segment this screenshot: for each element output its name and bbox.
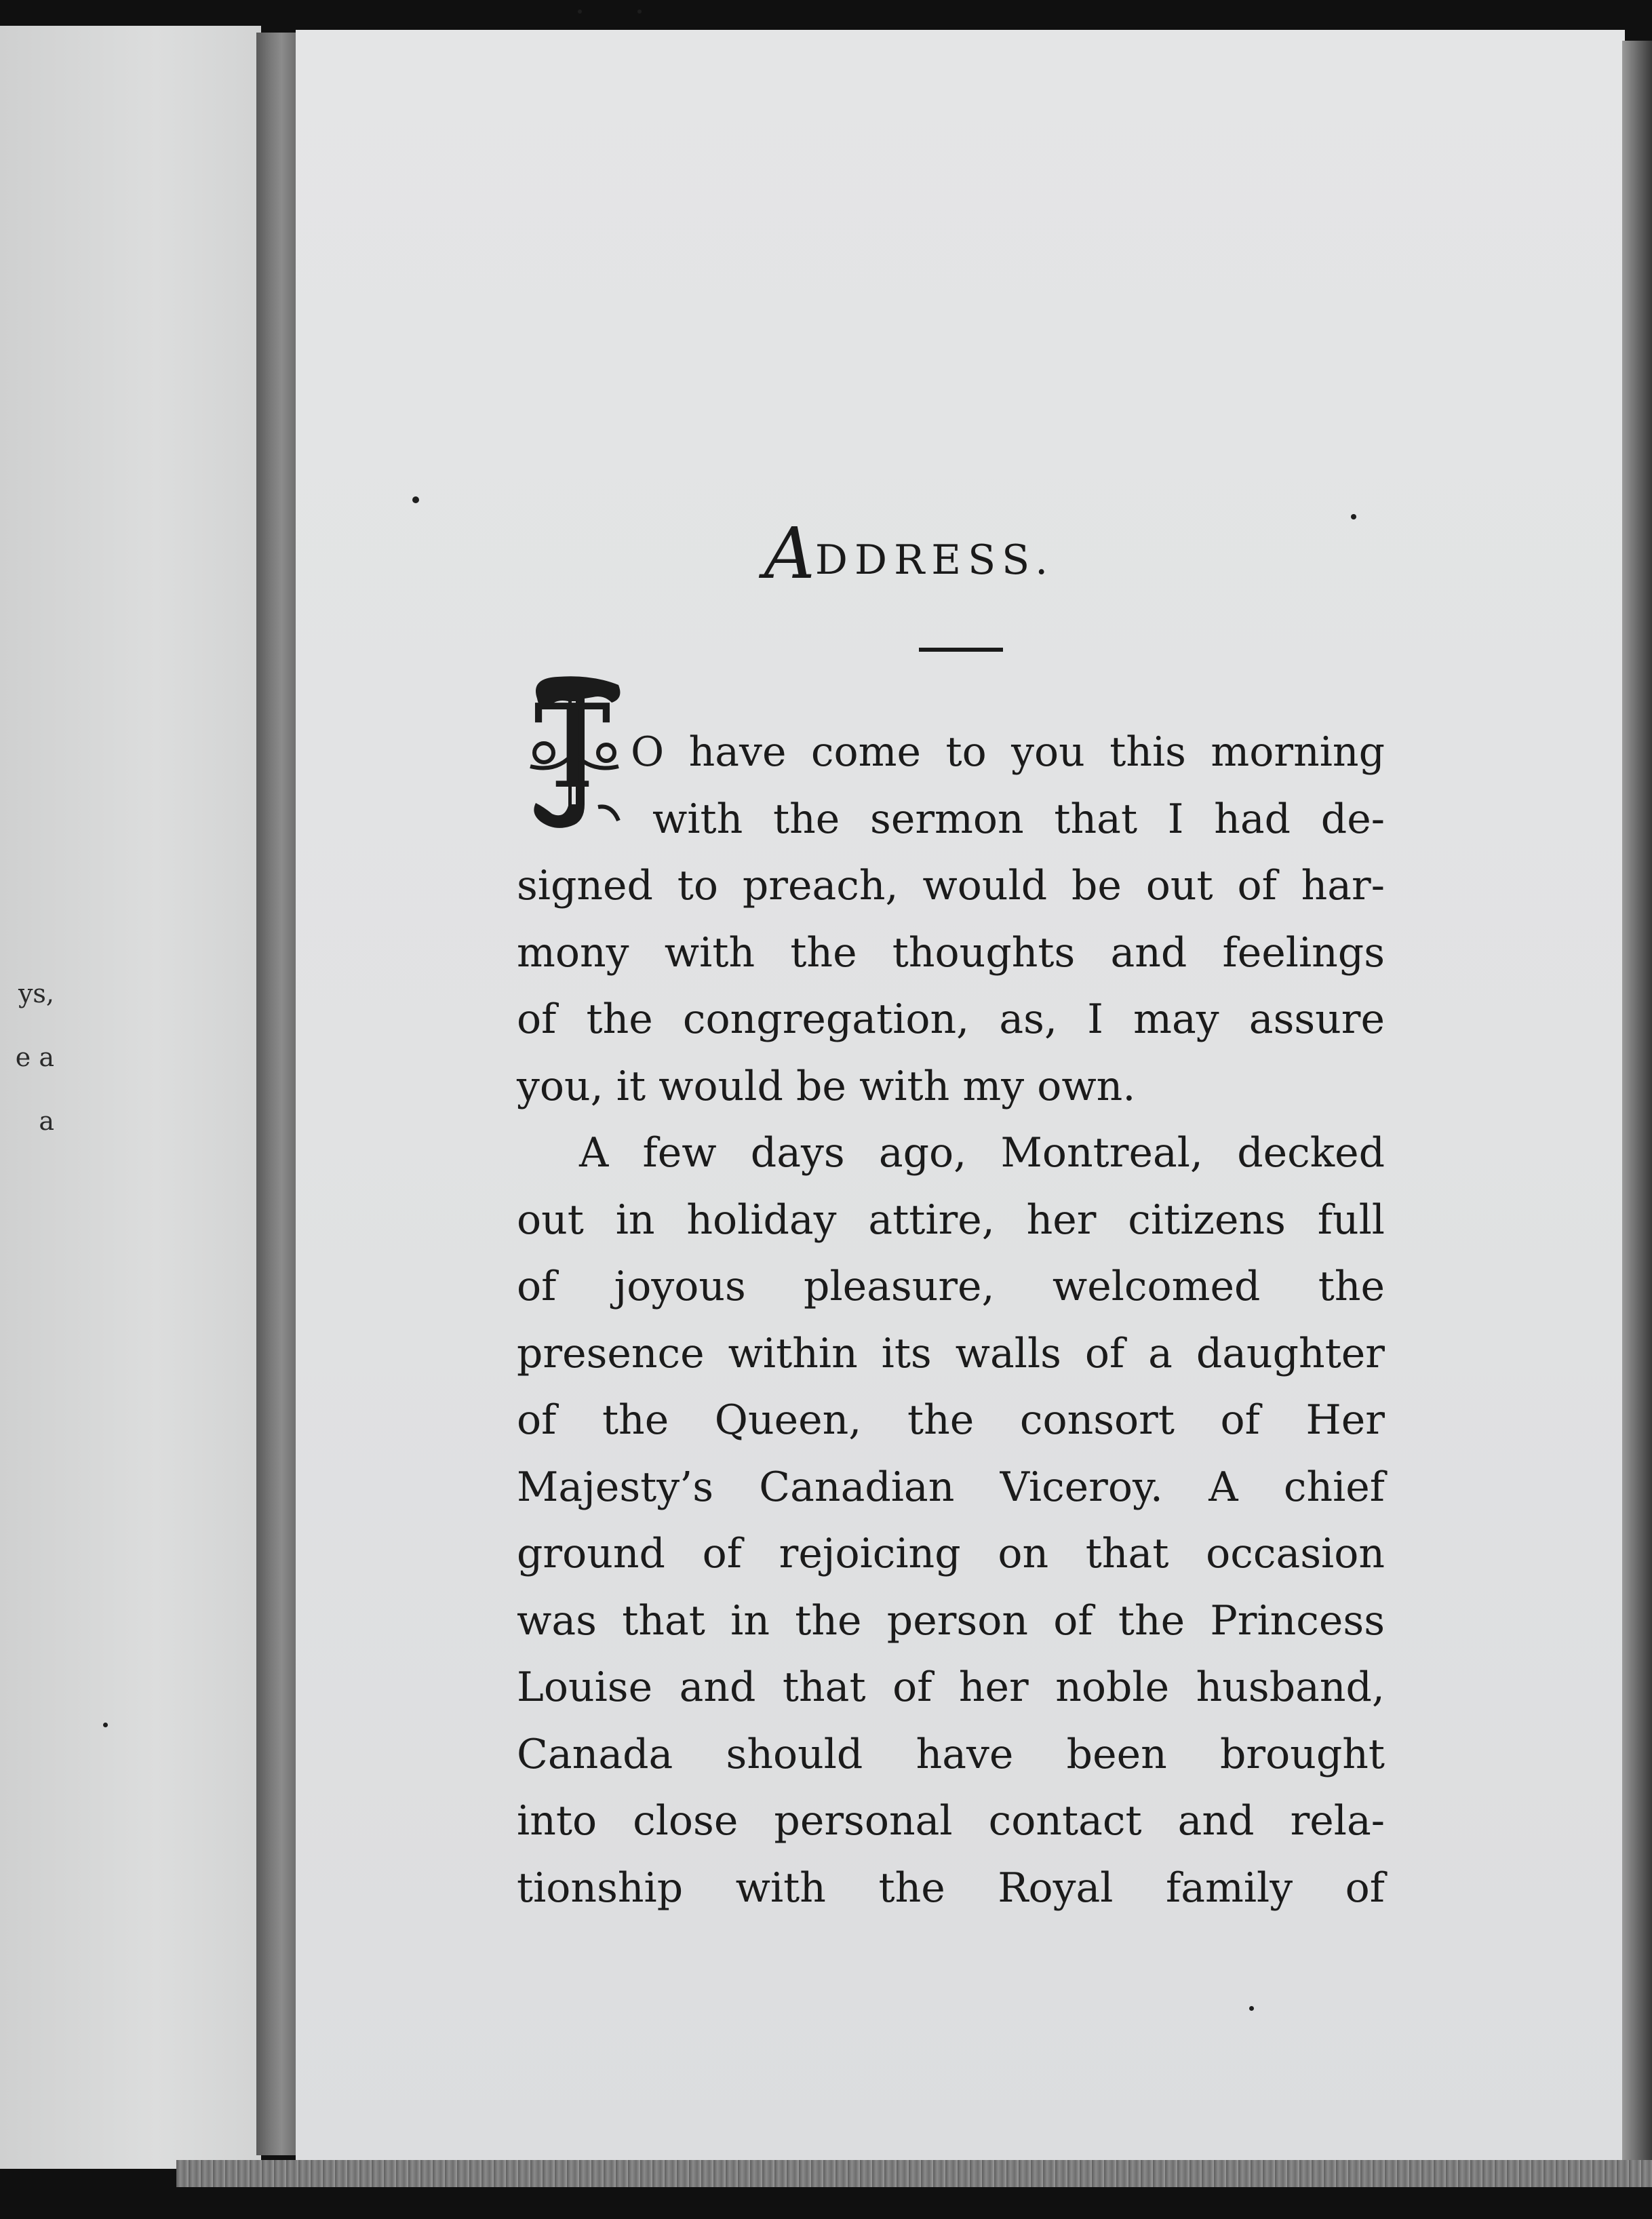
text-line: of joyous pleasure, welcomed the [517, 1263, 1385, 1310]
text-line: mony with the thoughts and feelings [517, 928, 1385, 977]
text-line: presence within its walls of a daughter [517, 1329, 1385, 1377]
page-body-text [517, 719, 1385, 1921]
left-page [0, 26, 261, 2169]
text-line: of the congregation, as, I may assure [517, 996, 1385, 1043]
text-line: tionship with the Royal family of [517, 1864, 1385, 1912]
text-line: Canada should have been brought [517, 1730, 1385, 1778]
text-line: into close personal contact and rela- [517, 1797, 1385, 1845]
text-line: signed to preach, would be out of har- [517, 862, 1385, 909]
scan-speck [637, 9, 642, 14]
heading-text: DDRESS. [814, 536, 1055, 584]
scan-speck [1249, 2006, 1254, 2011]
text-line: out in holiday attire, her citizens full [517, 1196, 1385, 1244]
text-line: A few days ago, Montreal, decked [579, 1129, 1385, 1177]
page-bottom-edge [176, 2160, 1652, 2187]
text-line: ground of rejoicing on that occasion [517, 1530, 1385, 1577]
text-line: of the Queen, the consort of Her [517, 1396, 1385, 1444]
left-fragment-line: ys, [18, 979, 54, 1008]
text-line: Louise and that of her noble husband, [517, 1664, 1385, 1711]
paragraph [517, 1120, 1385, 1921]
heading-rule [919, 648, 1003, 652]
left-fragment-line: a [39, 1106, 54, 1136]
scan-speck [578, 9, 582, 14]
page-heading [0, 512, 1652, 595]
page-right-edge-shadow [1622, 41, 1652, 2170]
scan-speck [412, 496, 419, 503]
heading-initial: A [764, 512, 815, 595]
drop-cap-letter: T [534, 680, 611, 814]
text-line: O have come to you this morning [631, 728, 1385, 776]
text-line: was that in the person of the Princess [517, 1596, 1385, 1645]
paragraph [517, 719, 1385, 1120]
book-gutter [256, 33, 298, 2155]
text-line: Majesty’s Canadian Viceroy. A chief [517, 1463, 1385, 1511]
text-line: you, it would be with my own. [517, 1062, 1136, 1110]
text-line: with the sermon that I had de- [652, 795, 1385, 843]
left-page-text-fragments [0, 962, 54, 1153]
left-fragment-line: e a [15, 1042, 54, 1072]
scan-speck [103, 1723, 108, 1727]
